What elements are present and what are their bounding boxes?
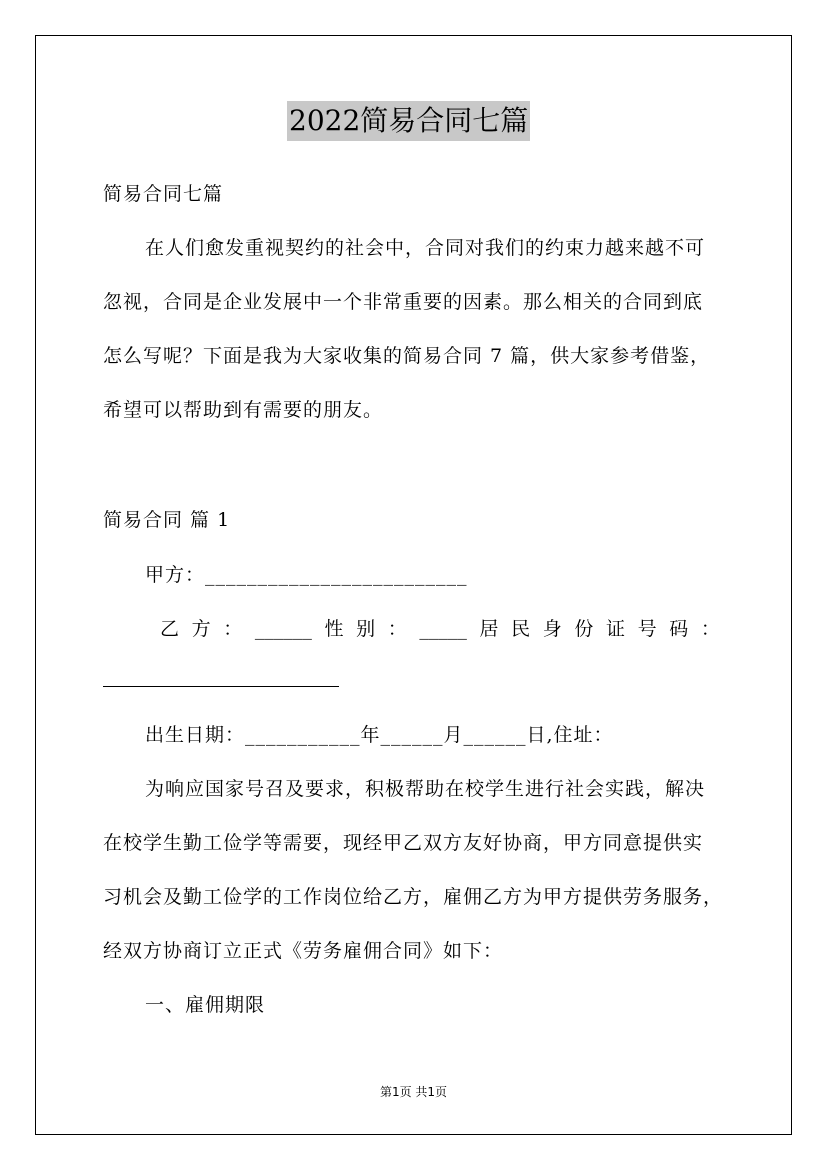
body-line-2: 在校学生勤工俭学等需要，现经甲乙双方友好协商，甲方同意提供实 (103, 832, 704, 854)
party-b-token: 民 (511, 618, 531, 640)
intro-line-1: 在人们愈发重视契约的社会中，合同对我们的约束力越来越不可 (145, 237, 706, 259)
party-b-token: ： (223, 618, 243, 640)
party-b-token: _____ (419, 618, 467, 640)
party-b-token: 乙 (160, 618, 180, 640)
document-subtitle: 简易合同七篇 (103, 183, 224, 205)
section-heading: 简易合同 篇 1 (103, 509, 231, 531)
party-b-token: 方 (191, 618, 211, 640)
body-line-3: 习机会及勤工俭学的工作岗位给乙方，雇佣乙方为甲方提供劳务服务， (103, 886, 724, 908)
party-b-token: ______ (254, 618, 312, 640)
birth-date-line: 出生日期：___________年______月______日,住址： (145, 724, 614, 746)
clause-heading: 一、雇佣期限 (145, 994, 266, 1016)
body-line-1: 为响应国家号召及要求，积极帮助在校学生进行社会实践，解决 (145, 778, 706, 800)
party-b-token: 身 (542, 618, 562, 640)
intro-line-4: 希望可以帮助到有需要的朋友。 (103, 399, 384, 421)
party-a-line: 甲方：_________________________ (145, 564, 468, 586)
party-b-token: 居 (479, 618, 499, 640)
party-b-line (160, 617, 720, 641)
body-line-4: 经双方协商订立正式《劳务雇佣合同》如下： (103, 940, 504, 962)
intro-line-3: 怎么写呢？下面是我为大家收集的简易合同 7 篇，供大家参考借鉴， (103, 345, 711, 367)
intro-line-2: 忽视，合同是企业发展中一个非常重要的因素。那么相关的合同到底 (103, 291, 704, 313)
id-number-blank-line (103, 686, 339, 687)
party-b-token: 证 (605, 618, 625, 640)
party-b-token: 号 (637, 618, 657, 640)
party-b-token: ： (700, 618, 720, 640)
document-title: 2022简易合同七篇 (287, 101, 530, 141)
party-b-token: 性 (324, 618, 344, 640)
party-b-token: 别 (356, 618, 376, 640)
party-b-token: ： (387, 618, 407, 640)
party-b-token: 份 (574, 618, 594, 640)
page-footer: 第1页 共1页 (379, 1085, 448, 1099)
party-b-token: 码 (669, 618, 689, 640)
